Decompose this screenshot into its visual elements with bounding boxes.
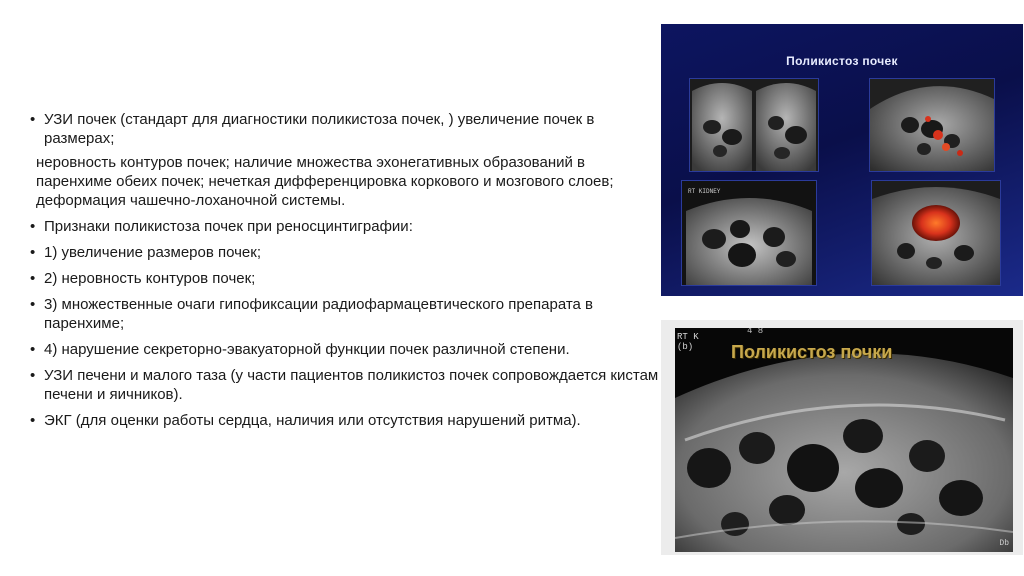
scan-corner-label: Db (999, 539, 1009, 548)
bullet-item: • УЗИ печени и малого таза (у части пациентов поликистоз почек сопровождается кистам печени и яичников). (28, 366, 660, 404)
ultrasound-tile-color-doppler (871, 180, 1001, 286)
large-figure-title: Поликистоз почки (731, 342, 893, 362)
collage-title: Поликистоз почек (786, 54, 898, 68)
scan-label-rt: RT K (677, 332, 699, 342)
bullet-item: • 2) неровность контуров почек; (28, 269, 660, 288)
bullet-item: • 4) нарушение секреторно-эвакуаторной функции почек различной степени. (28, 340, 660, 359)
bullet-item: • ЭКГ (для оценки работы сердца, наличия или отсутствия нарушений ритма). (28, 411, 660, 430)
ultrasound-tile-dual (689, 78, 819, 172)
ultrasound-tile-cysts (681, 180, 817, 286)
bullet-item: • 1) увеличение размеров почек; (28, 243, 660, 262)
scan-top-mark: 4 8 (747, 328, 764, 336)
ultrasound-tile-doppler (869, 78, 995, 172)
scan-side-label (677, 332, 699, 352)
tile-small-label: RT KIDNEY (688, 188, 721, 195)
bullet-item: • УЗИ почек (стандарт для диагностики поликистоза почек, ) увеличение почек в размерах; (28, 110, 660, 148)
bullet-item: • 3) множественные очаги гипофиксации радиофармацевтического препарата в паренхиме; (28, 295, 660, 333)
ultrasound-collage-figure (661, 24, 1023, 296)
scan-label-b: (b) (677, 342, 694, 352)
text-content (28, 110, 660, 437)
bullet-item: • Признаки поликистоза почек при реносцинтиграфии: (28, 217, 660, 236)
ultrasound-large-figure (661, 320, 1023, 555)
ultrasound-large-image (675, 328, 1013, 552)
continuation-paragraph: неровность контуров почек; наличие множества эхонегативных образований в паренхиме обеих почек; нечеткая дифференцировка коркового и мозгового слоев; деформация чашечно-лоханочной системы. (36, 154, 614, 209)
